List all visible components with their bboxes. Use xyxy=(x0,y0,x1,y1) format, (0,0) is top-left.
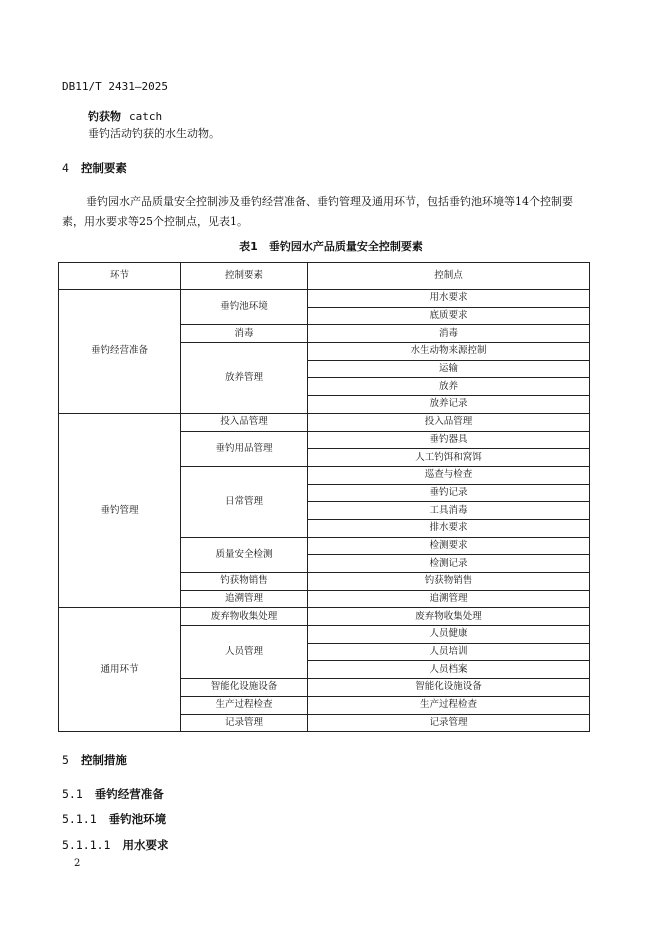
section-4-heading xyxy=(62,160,127,176)
element-cell: 人员管理 xyxy=(181,626,308,679)
element-cell: 智能化设施设备 xyxy=(181,679,308,697)
point-cell: 垂钓器具 xyxy=(308,431,590,449)
table-row xyxy=(59,608,590,626)
stage-cell: 垂钓管理 xyxy=(59,413,181,608)
section-5-heading xyxy=(62,752,127,768)
section-5-number: 5 xyxy=(62,753,69,767)
section-5-1-1-number: 5.1.1 xyxy=(62,812,97,826)
element-cell: 日常管理 xyxy=(181,466,308,537)
element-cell: 钓获物销售 xyxy=(181,573,308,591)
element-cell: 生产过程检查 xyxy=(181,696,308,714)
element-cell: 追溯管理 xyxy=(181,590,308,608)
element-cell: 投入品管理 xyxy=(181,413,308,431)
table-caption: 表1 垂钓园水产品质量安全控制要素 xyxy=(239,240,423,253)
element-cell: 废弃物收集处理 xyxy=(181,608,308,626)
section-5-1-1-1-number: 5.1.1.1 xyxy=(62,838,111,852)
point-cell: 追溯管理 xyxy=(308,590,590,608)
element-cell: 垂钓用品管理 xyxy=(181,431,308,466)
section-5-1-1-1-title: 用水要求 xyxy=(122,838,169,852)
control-elements-table xyxy=(58,262,590,732)
point-cell: 检测记录 xyxy=(308,555,590,573)
point-cell: 排水要求 xyxy=(308,519,590,537)
point-cell: 巡查与检查 xyxy=(308,466,590,484)
header-stage: 环节 xyxy=(59,263,181,290)
point-cell: 垂钓记录 xyxy=(308,484,590,502)
point-cell: 记录管理 xyxy=(308,714,590,732)
point-cell: 运输 xyxy=(308,360,590,378)
table-row xyxy=(59,413,590,431)
section-5-1-1-heading xyxy=(62,811,166,827)
point-cell: 智能化设施设备 xyxy=(308,679,590,697)
element-cell: 质量安全检测 xyxy=(181,537,308,572)
section-5-1-heading xyxy=(62,786,164,802)
point-cell: 钓获物销售 xyxy=(308,573,590,591)
point-cell: 放养 xyxy=(308,378,590,396)
point-cell: 用水要求 xyxy=(308,290,590,308)
document-code-header: DB11/T 2431—2025 xyxy=(62,80,168,93)
point-cell: 底质要求 xyxy=(308,307,590,325)
point-cell: 工具消毒 xyxy=(308,502,590,520)
header-point: 控制点 xyxy=(308,263,590,290)
point-cell: 投入品管理 xyxy=(308,413,590,431)
section-4-number: 4 xyxy=(62,161,69,175)
term-chinese: 钓获物 xyxy=(88,110,121,123)
point-cell: 生产过程检查 xyxy=(308,696,590,714)
table-header-row xyxy=(59,263,590,290)
section-5-1-1-1-heading xyxy=(62,837,168,853)
section-4-paragraph: 垂钓园水产品质量安全控制涉及垂钓经营准备、垂钓管理及通用环节，包括垂钓池环境等14个控制要素，用水要求等25个控制点，见表1。 xyxy=(62,195,573,228)
point-cell: 消毒 xyxy=(308,325,590,343)
element-cell: 垂钓池环境 xyxy=(181,290,308,325)
table-row xyxy=(59,290,590,308)
point-cell: 人员健康 xyxy=(308,626,590,644)
point-cell: 人工钓饵和窝饵 xyxy=(308,449,590,467)
point-cell: 放养记录 xyxy=(308,396,590,414)
header-element: 控制要素 xyxy=(181,263,308,290)
section-5-1-number: 5.1 xyxy=(62,787,83,801)
section-5-title: 控制措施 xyxy=(80,753,127,767)
page-number: 2 xyxy=(74,858,81,869)
section-5-1-1-title: 垂钓池环境 xyxy=(108,812,167,826)
term-entry xyxy=(88,108,162,124)
element-cell: 消毒 xyxy=(181,325,308,343)
term-english: catch xyxy=(129,110,163,123)
term-definition: 垂钓活动钓获的水生动物。 xyxy=(88,127,220,140)
point-cell: 水生动物来源控制 xyxy=(308,343,590,361)
point-cell: 人员档案 xyxy=(308,661,590,679)
section-5-1-title: 垂钓经营准备 xyxy=(94,787,164,801)
point-cell: 人员培训 xyxy=(308,643,590,661)
section-4-title: 控制要素 xyxy=(80,161,127,175)
point-cell: 废弃物收集处理 xyxy=(308,608,590,626)
stage-cell: 垂钓经营准备 xyxy=(59,290,181,414)
point-cell: 检测要求 xyxy=(308,537,590,555)
stage-cell: 通用环节 xyxy=(59,608,181,732)
element-cell: 记录管理 xyxy=(181,714,308,732)
element-cell: 放养管理 xyxy=(181,343,308,414)
